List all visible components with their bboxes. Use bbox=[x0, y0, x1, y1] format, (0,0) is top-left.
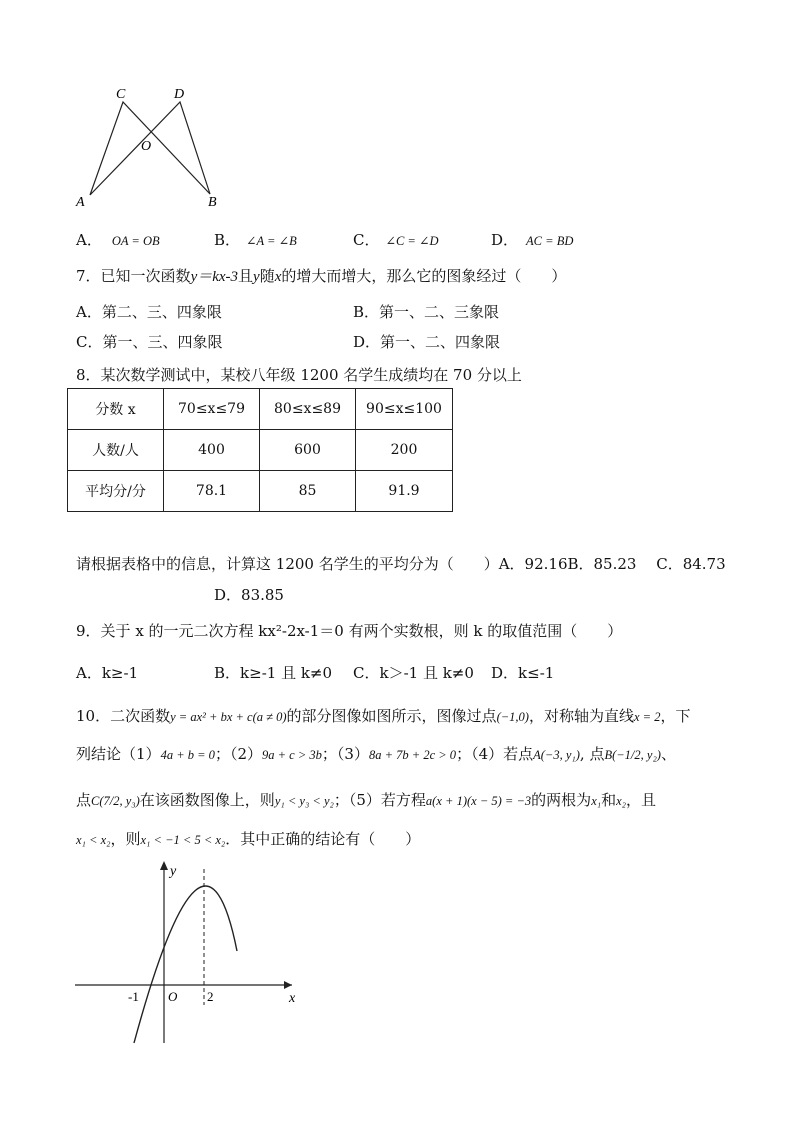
q10-parabola-graph bbox=[70, 855, 310, 1050]
q10-text: ，对称轴为直线 bbox=[528, 707, 634, 725]
q10-conclusion-4-num: ；（4）若点 bbox=[456, 745, 534, 763]
q7-stem bbox=[76, 265, 566, 286]
q10-point-c: C(7/2, y₃) bbox=[91, 794, 140, 808]
q9-option-d-letter: D． bbox=[491, 664, 519, 682]
q7-option-c-text: 第一、三、四象限 bbox=[102, 333, 223, 351]
q7-text-after: 的增大而增大，那么它的图象经过（ ） bbox=[281, 267, 567, 285]
q10-text: ，且 bbox=[626, 791, 657, 809]
q6-option-a[interactable] bbox=[76, 229, 160, 250]
q7-text-mid: 且 bbox=[238, 267, 254, 285]
q6-label-a: A bbox=[76, 195, 85, 210]
q10-inequality-2: x₁ < −1 < 5 < x₂ bbox=[140, 833, 226, 847]
q10-axis: x = 2 bbox=[633, 710, 661, 724]
q7-option-b-text: 第一、二、三象限 bbox=[379, 303, 500, 321]
table-cell: 85 bbox=[260, 471, 356, 512]
table-cell: 600 bbox=[260, 430, 356, 471]
q10-number: 10． bbox=[76, 707, 111, 725]
q10-point-b: B(−1/2, y₂) bbox=[604, 748, 661, 762]
q7-option-a-letter: A． bbox=[76, 303, 102, 321]
q6-label-c: C bbox=[116, 87, 126, 102]
q10-line-1 bbox=[76, 705, 690, 726]
q9-option-b-text: k≥-1 且 k≠0 bbox=[240, 664, 333, 682]
q8-score-table bbox=[67, 388, 453, 512]
table-cell: 400 bbox=[164, 430, 260, 471]
q6-option-c[interactable] bbox=[353, 229, 438, 250]
q9-option-a[interactable] bbox=[76, 662, 138, 683]
q9-stem bbox=[76, 620, 622, 641]
q6-option-a-text: OA = OB bbox=[111, 234, 160, 248]
y-axis-arrow bbox=[160, 861, 168, 870]
q9-option-d[interactable] bbox=[491, 662, 554, 683]
q7-option-b[interactable] bbox=[353, 301, 499, 322]
q10-conclusion-2-num: ；（2） bbox=[214, 745, 262, 763]
q7-option-c[interactable] bbox=[76, 331, 223, 352]
q6-label-d: D bbox=[174, 87, 185, 102]
q7-option-c-letter: C． bbox=[76, 333, 103, 351]
table-row bbox=[68, 471, 453, 512]
q7-number: 7． bbox=[76, 267, 101, 285]
table-cell: 91.9 bbox=[356, 471, 453, 512]
q6-option-a-letter: A． bbox=[76, 231, 102, 249]
table-cell: 人数/人 bbox=[68, 430, 164, 471]
q10-text: ，则 bbox=[110, 830, 141, 848]
q6-option-b[interactable] bbox=[214, 229, 297, 250]
q10-text: 和 bbox=[601, 791, 617, 809]
q10-point-a: A(−3, y₁) bbox=[533, 748, 580, 762]
y-axis-label: y bbox=[170, 864, 177, 879]
q10-x1: x₁ bbox=[591, 794, 602, 808]
q7-option-a[interactable] bbox=[76, 301, 222, 322]
q6-option-c-letter: C． bbox=[353, 231, 380, 249]
q8-question: 请根据表格中的信息，计算这 1200 名学生的平均分为（ ）A．92.16B．85.23 C．84.73 bbox=[76, 555, 726, 573]
q9-option-a-text: k≥-1 bbox=[101, 664, 139, 682]
q10-text: , 点 bbox=[579, 745, 605, 763]
q10-inequality-1: y₁ < y₃ < y₂ bbox=[274, 794, 334, 808]
q7-option-d[interactable] bbox=[353, 331, 500, 352]
q10-text: 列结论 bbox=[76, 745, 122, 763]
q10-line-4 bbox=[76, 828, 420, 849]
q10-conclusion-3: 8a + 7b + 2c > 0 bbox=[368, 748, 457, 762]
q6-option-b-letter: B． bbox=[214, 231, 241, 249]
q7-function: y＝kx-3 bbox=[190, 269, 239, 285]
q6-option-d[interactable] bbox=[491, 229, 573, 250]
table-cell: 分数 x bbox=[68, 389, 164, 430]
q6-label-b: B bbox=[208, 195, 217, 210]
q6-option-b-text: ∠A = ∠B bbox=[246, 234, 297, 248]
q9-option-c-letter: C． bbox=[353, 664, 380, 682]
q10-x2: x₂ bbox=[616, 794, 627, 808]
q10-text: ，下 bbox=[660, 707, 691, 725]
q7-option-d-text: 第一、二、四象限 bbox=[380, 333, 501, 351]
q9-option-b-letter: B． bbox=[214, 664, 241, 682]
q6-triangle-diagram bbox=[70, 80, 230, 210]
table-cell: 78.1 bbox=[164, 471, 260, 512]
q10-line-3 bbox=[76, 789, 656, 810]
q9-option-b[interactable] bbox=[214, 662, 332, 683]
q10-conclusion-1: 4a + b = 0 bbox=[160, 748, 215, 762]
origin-label: O bbox=[168, 989, 178, 1004]
q10-function: y = ax² + bx + c(a ≠ 0) bbox=[170, 710, 287, 724]
q7-y-var: y bbox=[253, 269, 260, 285]
table-cell: 80≤x≤89 bbox=[260, 389, 356, 430]
q7-text-mid2: 随 bbox=[259, 267, 275, 285]
parabola-curve bbox=[134, 886, 237, 1043]
q10-text: ；（5）若方程 bbox=[333, 791, 426, 809]
q10-text: 、 bbox=[660, 745, 676, 763]
q6-option-d-letter: D． bbox=[491, 231, 519, 249]
q10-text: 二次函数 bbox=[110, 707, 171, 725]
q7-option-a-text: 第二、三、四象限 bbox=[101, 303, 222, 321]
q10-equation: a(x + 1)(x − 5) = −3 bbox=[425, 794, 532, 808]
q10-text: ．其中正确的结论有（ ） bbox=[225, 830, 421, 848]
q9-option-a-letter: A． bbox=[76, 664, 102, 682]
q8-stem bbox=[76, 364, 522, 385]
q10-point: (−1,0) bbox=[496, 710, 529, 724]
q9-option-c-text: k＞-1 且 k≠0 bbox=[379, 664, 474, 682]
q9-option-c[interactable] bbox=[353, 662, 474, 683]
q10-line-2 bbox=[76, 743, 676, 764]
q9-option-d-text: k≤-1 bbox=[518, 664, 555, 682]
q10-conclusion-1-num: （1） bbox=[121, 745, 161, 763]
q6-option-d-text: AC = BD bbox=[526, 234, 574, 248]
table-cell: 平均分/分 bbox=[68, 471, 164, 512]
q9-text: 关于 x 的一元二次方程 kx²-2x-1＝0 有两个实数根，则 k 的取值范围（ ） bbox=[100, 622, 623, 640]
tick-label-neg1: -1 bbox=[128, 989, 139, 1004]
q6-label-o: O bbox=[141, 139, 152, 154]
q9-number: 9． bbox=[76, 622, 101, 640]
q8-option-d[interactable]: D．83.85 bbox=[214, 586, 284, 604]
table-cell: 90≤x≤100 bbox=[356, 389, 453, 430]
q10-text: 点 bbox=[76, 791, 92, 809]
table-row bbox=[68, 430, 453, 471]
q10-text: 的部分图像如图所示，图像过点 bbox=[286, 707, 497, 725]
table-row bbox=[68, 389, 453, 430]
x-axis-arrow bbox=[284, 981, 292, 989]
q7-option-d-letter: D． bbox=[353, 333, 381, 351]
q7-text-before: 已知一次函数 bbox=[100, 267, 191, 285]
table-cell: 70≤x≤79 bbox=[164, 389, 260, 430]
q10-conclusion-3-num: ；（3） bbox=[321, 745, 369, 763]
q8-text: 某次数学测试中，某校八年级 1200 名学生成绩均在 70 分以上 bbox=[100, 366, 522, 384]
q7-option-b-letter: B． bbox=[353, 303, 380, 321]
q6-option-c-text: ∠C = ∠D bbox=[385, 234, 439, 248]
q7-x-var: x bbox=[274, 269, 282, 285]
q10-condition: x₁ < x₂ bbox=[76, 833, 111, 847]
q10-conclusion-2: 9a + c > 3b bbox=[261, 748, 322, 762]
q10-text: 在该函数图像上，则 bbox=[139, 791, 275, 809]
x-axis-label: x bbox=[289, 991, 296, 1006]
table-cell: 200 bbox=[356, 430, 453, 471]
q8-number: 8． bbox=[76, 366, 101, 384]
tick-label-2: 2 bbox=[207, 989, 214, 1004]
q10-text: 的两根为 bbox=[531, 791, 592, 809]
